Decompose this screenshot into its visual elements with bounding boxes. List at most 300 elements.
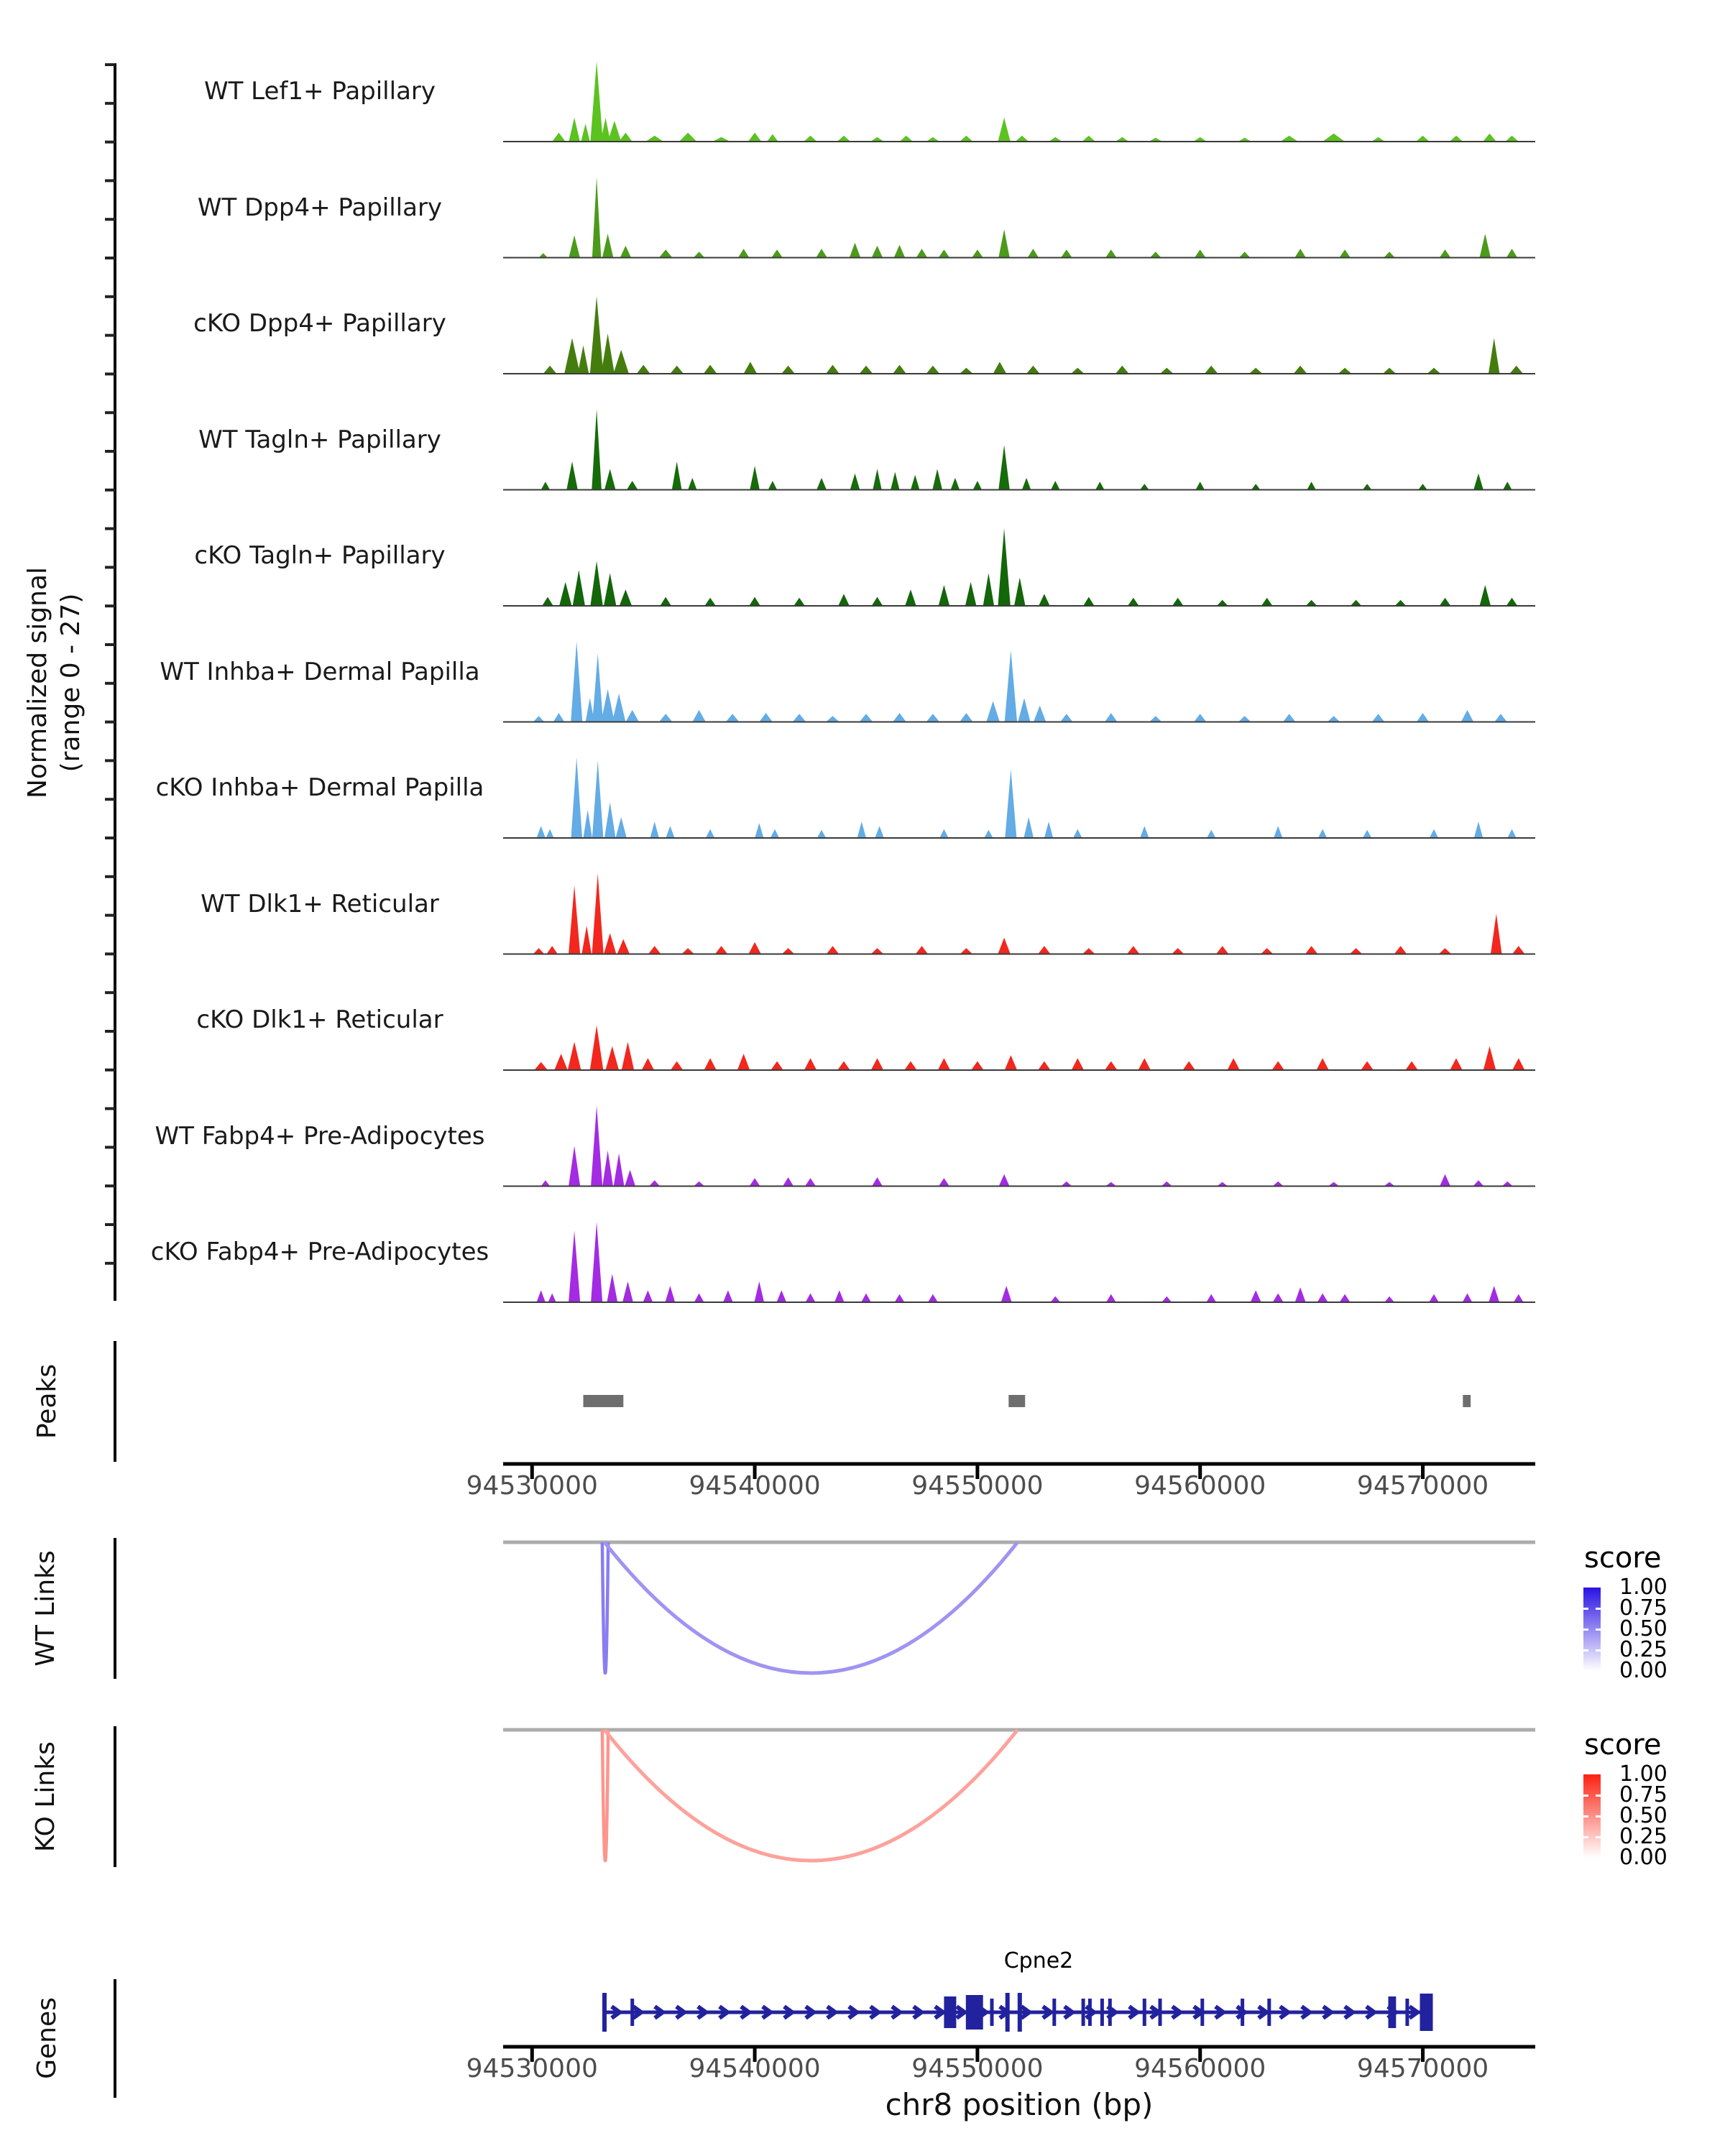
coverage-peak-area bbox=[1480, 234, 1491, 257]
coverage-peak-area bbox=[850, 474, 860, 490]
coverage-peak-area bbox=[546, 946, 558, 954]
legend-bar-tick-icon bbox=[1583, 1628, 1588, 1631]
coverage-peak-area bbox=[581, 124, 589, 142]
coverage-peak-area bbox=[1205, 366, 1218, 374]
gene-exon-tick bbox=[1088, 1999, 1092, 2026]
coverage-peak-area bbox=[900, 136, 914, 142]
coverage-peak-area bbox=[1105, 713, 1117, 722]
gene-exon-tick bbox=[630, 1999, 634, 2026]
coverage-peak-area bbox=[1506, 249, 1518, 257]
coverage-peak-area bbox=[861, 1294, 871, 1302]
coverage-peak-area bbox=[569, 1146, 580, 1187]
coverage-peak-area bbox=[592, 874, 604, 954]
coverage-peak-area bbox=[744, 361, 758, 374]
coverage-peak-area bbox=[1489, 338, 1500, 374]
legend-tick-label: 0.00 bbox=[1619, 1845, 1668, 1870]
legend-bar-tick-icon bbox=[1583, 1795, 1588, 1797]
coverage-peak-area bbox=[1363, 830, 1371, 838]
coverage-peak-area bbox=[534, 1062, 548, 1070]
coverage-peak-area bbox=[620, 589, 632, 606]
legend-bar-tick-icon bbox=[1583, 1608, 1588, 1610]
coverage-peak-area bbox=[1105, 249, 1116, 257]
coverage-peak-area bbox=[1106, 1294, 1116, 1302]
coverage-peak-area bbox=[645, 136, 663, 142]
coverage-peak-area bbox=[602, 1151, 613, 1187]
coverage-peak-area bbox=[1082, 948, 1095, 954]
coverage-peak-area bbox=[591, 1106, 602, 1187]
coverage-peak-area bbox=[960, 948, 972, 954]
coverage-peak-area bbox=[1339, 249, 1351, 257]
coverage-peak-area bbox=[1294, 249, 1306, 257]
coverage-peak-area bbox=[726, 714, 740, 722]
legend-bar-tick-icon bbox=[1583, 1836, 1588, 1838]
coverage-peak-area bbox=[1160, 368, 1174, 374]
coverage-peak-area bbox=[715, 946, 727, 954]
x-axis-label: chr8 position (bp) bbox=[885, 2087, 1154, 2122]
coverage-peak-area bbox=[671, 1061, 683, 1070]
coverage-peak-area bbox=[568, 1042, 581, 1070]
coverage-peak-area bbox=[1494, 714, 1506, 722]
coverage-peak-area bbox=[643, 1290, 653, 1302]
coverage-peak-area bbox=[1394, 946, 1407, 954]
coverage-peak-area bbox=[1418, 484, 1427, 489]
coverage-peak-area bbox=[816, 249, 827, 257]
coverage-peak-area bbox=[1283, 714, 1295, 722]
coverage-peak-area bbox=[554, 1054, 568, 1070]
coverage-peak-area bbox=[1484, 1046, 1496, 1070]
coverage-peak-area bbox=[749, 597, 760, 606]
coverage-peak-area bbox=[1509, 366, 1523, 374]
coverage-peak-area bbox=[1016, 136, 1029, 142]
coverage-peak-area bbox=[738, 249, 749, 257]
coverage-peak-area bbox=[755, 1281, 765, 1302]
coverage-peak-area bbox=[1162, 1296, 1172, 1302]
genes-section-label: Genes bbox=[32, 1997, 62, 2079]
coverage-peak-area bbox=[1305, 946, 1317, 954]
coverage-peak-area bbox=[553, 713, 565, 722]
coverage-peak-area bbox=[1051, 1296, 1061, 1302]
coverage-peak-area bbox=[893, 365, 906, 374]
coverage-peak-area bbox=[566, 461, 578, 489]
gene-exon-tick bbox=[1241, 1999, 1244, 2026]
coverage-peak-area bbox=[939, 249, 950, 257]
peak-interval bbox=[584, 1395, 624, 1407]
coverage-peak-area bbox=[759, 713, 773, 722]
coverage-peak-area bbox=[837, 136, 851, 142]
coverage-peak-area bbox=[971, 1061, 983, 1070]
coverage-track-label: WT Dlk1+ Reticular bbox=[201, 889, 439, 918]
coverage-peak-area bbox=[569, 235, 580, 257]
coverage-peak-area bbox=[737, 1054, 750, 1070]
coverage-peak-area bbox=[1439, 948, 1451, 954]
gene-exon-tick bbox=[990, 1999, 994, 2026]
gene-exon-tick-tall bbox=[1018, 1993, 1022, 2032]
coverage-peak-area bbox=[1061, 249, 1072, 257]
coverage-peak-area bbox=[875, 826, 883, 838]
coverage-peak-area bbox=[619, 133, 632, 142]
coverage-peak-area bbox=[998, 118, 1010, 142]
coverage-peak-area bbox=[1361, 1061, 1373, 1070]
coverage-peak-area bbox=[1022, 478, 1031, 490]
coverage-peak-area bbox=[541, 482, 550, 489]
coverage-peak-area bbox=[694, 1294, 704, 1302]
coverage-peak-area bbox=[1127, 946, 1139, 954]
coverage-peak-area bbox=[806, 1294, 816, 1302]
coverage-peak-area bbox=[1474, 821, 1483, 838]
coverage-peak-area bbox=[1505, 136, 1519, 142]
coverage-peak-area bbox=[552, 133, 566, 142]
coverage-peak-area bbox=[1071, 368, 1085, 374]
coverage-peak-area bbox=[1038, 946, 1050, 954]
coverage-peak-area bbox=[872, 1177, 883, 1186]
coverage-peak-area bbox=[1172, 598, 1184, 606]
coverage-peak-area bbox=[1280, 136, 1298, 142]
coverage-peak-area bbox=[533, 716, 545, 722]
coverage-peak-area bbox=[1338, 368, 1352, 374]
coverage-peak-area bbox=[748, 133, 762, 142]
coverage-peak-area bbox=[548, 1294, 556, 1302]
coverage-peak-area bbox=[660, 597, 671, 606]
coverage-peak-area bbox=[1416, 136, 1430, 142]
coverage-peak-area bbox=[1372, 714, 1384, 722]
coverage-peak-area bbox=[1328, 716, 1340, 722]
coverage-peak-area bbox=[1239, 252, 1251, 257]
coverage-peak-area bbox=[916, 249, 928, 257]
coverage-peak-area bbox=[613, 350, 629, 374]
legend-tick-label: 0.75 bbox=[1619, 1595, 1668, 1621]
coverage-peak-area bbox=[1384, 252, 1395, 257]
coverage-peak-area bbox=[601, 333, 615, 374]
coverage-peak-area bbox=[1005, 1055, 1017, 1070]
gene-exon-tick bbox=[1108, 1999, 1112, 2026]
coverage-peak-area bbox=[1503, 482, 1512, 489]
coverage-peak-area bbox=[704, 598, 716, 606]
coverage-peak-area bbox=[1105, 1061, 1117, 1070]
genome-axis-tick-label: 94570000 bbox=[1356, 1471, 1489, 1501]
coverage-peak-area bbox=[850, 243, 861, 258]
gene-exon-box bbox=[966, 1995, 983, 2030]
coverage-peak-area bbox=[755, 823, 763, 838]
coverage-peak-area bbox=[926, 714, 940, 722]
coverage-peak-area bbox=[1294, 366, 1307, 374]
coverage-peak-area bbox=[1317, 1058, 1329, 1070]
coverage-peak-area bbox=[1512, 1058, 1524, 1070]
coverage-peak-area bbox=[817, 830, 826, 838]
coverage-peak-area bbox=[972, 249, 983, 257]
legend-bar-tick-icon bbox=[1596, 1815, 1601, 1818]
coverage-peak-area bbox=[998, 229, 1010, 257]
gene-exon-tick-tall bbox=[602, 1993, 607, 2032]
coverage-peak-area bbox=[592, 760, 604, 838]
gene-exon-tick-tall bbox=[1006, 1993, 1010, 2032]
coverage-peak-area bbox=[895, 1294, 905, 1302]
coverage-peak-area bbox=[767, 134, 778, 142]
coverage-peak-area bbox=[543, 366, 557, 374]
coverage-peak-area bbox=[770, 1061, 783, 1070]
coverage-peak-area bbox=[650, 821, 659, 838]
coverage-peak-area bbox=[816, 478, 827, 490]
coverage-peak-area bbox=[873, 469, 881, 490]
gene-exon-tick bbox=[1267, 1999, 1271, 2026]
coverage-peak-area bbox=[670, 366, 684, 374]
genome-axis-tick-label: 94560000 bbox=[1134, 2054, 1266, 2083]
coverage-peak-area bbox=[1351, 600, 1361, 606]
gene-exon-box bbox=[1389, 1996, 1397, 2028]
coverage-peak-area bbox=[1440, 598, 1451, 606]
coverage-peak-area bbox=[1322, 134, 1345, 142]
coverage-peak-area bbox=[960, 136, 973, 142]
coverage-peak-area bbox=[625, 1170, 635, 1187]
coverage-peak-area bbox=[926, 366, 940, 374]
coverage-peak-area bbox=[1272, 1061, 1284, 1070]
coverage-peak-area bbox=[1383, 368, 1397, 374]
coverage-peak-area bbox=[748, 942, 760, 954]
coverage-track-label: WT Dpp4+ Papillary bbox=[197, 193, 443, 222]
coverage-peak-area bbox=[1005, 770, 1016, 838]
gene-exon-box bbox=[1420, 1994, 1433, 2031]
signal-axis-title-line1: Normalized signal bbox=[23, 566, 52, 799]
coverage-track-label: cKO Tagln+ Papillary bbox=[194, 541, 446, 570]
coverage-peak-area bbox=[648, 946, 661, 954]
coverage-peak-area bbox=[592, 410, 602, 490]
coverage-peak-area bbox=[1463, 1294, 1473, 1302]
coverage-peak-area bbox=[622, 1042, 634, 1070]
coverage-peak-area bbox=[998, 938, 1010, 954]
coverage-peak-area bbox=[1140, 826, 1149, 838]
coverage-peak-area bbox=[569, 885, 580, 954]
coverage-track-label: WT Lef1+ Papillary bbox=[203, 77, 436, 106]
gene-exon-box bbox=[944, 1996, 956, 2028]
coverage-peak-area bbox=[584, 810, 592, 838]
coverage-peak-area bbox=[999, 1174, 1010, 1187]
coverage-peak-area bbox=[1473, 1180, 1484, 1186]
coverage-peak-area bbox=[1491, 914, 1502, 954]
coverage-peak-area bbox=[704, 365, 717, 374]
coverage-peak-area bbox=[1060, 714, 1072, 722]
coverage-peak-area bbox=[928, 1294, 938, 1302]
coverage-peak-area bbox=[1384, 1296, 1394, 1302]
coverage-peak-area bbox=[837, 1061, 850, 1070]
coverage-peak-area bbox=[612, 694, 626, 722]
coverage-peak-area bbox=[578, 346, 589, 374]
coverage-peak-area bbox=[564, 338, 580, 374]
genome-axis-tick-label: 94540000 bbox=[689, 1471, 821, 1501]
coverage-peak-area bbox=[590, 561, 602, 606]
coverage-peak-area bbox=[591, 1222, 602, 1302]
coverage-peak-area bbox=[1249, 368, 1263, 374]
gene-exon-tick bbox=[1100, 1999, 1104, 2026]
genome-axis-tick-label: 94560000 bbox=[1134, 1471, 1266, 1501]
coverage-peak-area bbox=[1044, 821, 1053, 838]
coverage-peak-area bbox=[672, 461, 682, 489]
coverage-peak-area bbox=[571, 642, 582, 722]
coverage-peak-area bbox=[872, 246, 883, 258]
coverage-peak-area bbox=[965, 582, 977, 606]
coverage-peak-area bbox=[666, 1286, 676, 1302]
coverage-peak-area bbox=[939, 585, 950, 606]
legend-tick-label: 0.50 bbox=[1619, 1803, 1668, 1828]
coverage-peak-area bbox=[1095, 482, 1104, 489]
coverage-peak-area bbox=[604, 802, 616, 838]
legend-bar-tick-icon bbox=[1596, 1836, 1601, 1838]
coverage-peak-area bbox=[1206, 1294, 1216, 1302]
coverage-peak-area bbox=[637, 365, 650, 374]
coverage-peak-area bbox=[1489, 1286, 1499, 1302]
coverage-peak-area bbox=[614, 1153, 625, 1187]
coverage-peak-area bbox=[1317, 1294, 1328, 1302]
coverage-peak-area bbox=[794, 598, 805, 606]
legend-bar-tick-icon bbox=[1596, 1795, 1601, 1797]
coverage-peak-area bbox=[1295, 1287, 1306, 1302]
coverage-peak-area bbox=[1024, 817, 1034, 838]
coverage-peak-area bbox=[1417, 713, 1429, 722]
coverage-peak-area bbox=[1506, 598, 1518, 606]
coverage-peak-area bbox=[1194, 714, 1206, 722]
coverage-peak-area bbox=[793, 714, 806, 722]
coverage-peak-area bbox=[608, 121, 622, 142]
coverage-peak-area bbox=[1274, 826, 1282, 838]
coverage-peak-area bbox=[573, 570, 585, 606]
gene-exon-tick bbox=[1159, 1999, 1162, 2026]
coverage-peak-area bbox=[983, 573, 994, 606]
peak-interval bbox=[1463, 1395, 1471, 1407]
coverage-peak-area bbox=[1183, 1061, 1195, 1070]
coverage-peak-area bbox=[960, 713, 973, 722]
gene-name-label: Cpne2 bbox=[1003, 1948, 1074, 1973]
coverage-track-label: cKO Dpp4+ Papillary bbox=[193, 309, 446, 338]
coverage-peak-area bbox=[1195, 249, 1206, 257]
coverage-peak-area bbox=[986, 701, 1000, 722]
coverage-peak-area bbox=[893, 713, 906, 722]
coverage-peak-area bbox=[1073, 829, 1082, 838]
coverage-peak-area bbox=[860, 714, 873, 722]
legend-tick-label: 0.25 bbox=[1619, 1637, 1668, 1662]
coverage-peak-area bbox=[1217, 600, 1228, 606]
coverage-peak-area bbox=[569, 1230, 580, 1302]
coverage-peak-area bbox=[627, 481, 638, 489]
coverage-peak-area bbox=[770, 829, 779, 838]
coverage-peak-area bbox=[1340, 1294, 1351, 1302]
coverage-peak-area bbox=[1261, 598, 1273, 606]
coverage-peak-area bbox=[541, 1180, 550, 1186]
coverage-peak-area bbox=[1507, 829, 1516, 838]
coverage-peak-area bbox=[1150, 252, 1162, 257]
gene-exon-tick bbox=[1082, 1999, 1085, 2026]
ko-link-arc bbox=[604, 1730, 1018, 1861]
coverage-peak-area bbox=[616, 817, 627, 838]
coverage-peak-area bbox=[904, 1061, 916, 1070]
legend-bar-tick-icon bbox=[1583, 1815, 1588, 1818]
genome-axis-tick-label: 94550000 bbox=[911, 1471, 1044, 1501]
coverage-peak-area bbox=[857, 821, 866, 838]
coverage-peak-area bbox=[1450, 1058, 1462, 1070]
coverage-peak-area bbox=[569, 118, 580, 142]
coverage-peak-area bbox=[533, 948, 545, 954]
legend-bar-tick-icon bbox=[1596, 1608, 1601, 1610]
legend-tick-label: 0.25 bbox=[1619, 1824, 1668, 1849]
coverage-peak-area bbox=[1440, 249, 1451, 257]
coverage-peak-area bbox=[571, 757, 583, 838]
genome-axis-tick-label: 94540000 bbox=[689, 2054, 821, 2083]
coverage-peak-area bbox=[694, 252, 705, 257]
legend-bar-tick-icon bbox=[1583, 1649, 1588, 1651]
gene-exon-tick bbox=[1052, 1999, 1056, 2026]
coverage-peak-area bbox=[1440, 1174, 1450, 1187]
coverage-peak-area bbox=[1005, 650, 1017, 722]
coverage-peak-area bbox=[1251, 1290, 1261, 1302]
coverage-peak-area bbox=[604, 469, 616, 490]
peak-interval bbox=[1008, 1395, 1025, 1407]
coverage-peak-area bbox=[601, 689, 615, 722]
wt-links-section-label: WT Links bbox=[31, 1550, 60, 1667]
coverage-peak-area bbox=[1395, 600, 1407, 606]
legend-bar-tick-icon bbox=[1596, 1649, 1601, 1651]
coverage-peak-area bbox=[951, 478, 960, 490]
coverage-peak-area bbox=[871, 1058, 883, 1070]
coverage-peak-area bbox=[1228, 1058, 1240, 1070]
coverage-peak-area bbox=[1001, 1286, 1012, 1302]
legend-tick-label: 1.00 bbox=[1619, 1761, 1668, 1787]
coverage-peak-area bbox=[1028, 249, 1039, 257]
coverage-peak-area bbox=[625, 710, 639, 722]
genome-axis-tick-label: 94530000 bbox=[466, 1471, 598, 1501]
coverage-peak-area bbox=[1140, 484, 1149, 489]
coverage-peak-area bbox=[537, 1290, 546, 1302]
coverage-peak-area bbox=[834, 1290, 845, 1302]
coverage-track-label: cKO Dlk1+ Reticular bbox=[196, 1005, 443, 1034]
coverage-peak-area bbox=[1512, 946, 1524, 954]
coverage-peak-area bbox=[973, 481, 982, 489]
coverage-peak-area bbox=[860, 366, 873, 374]
coverage-peak-area bbox=[1207, 830, 1215, 838]
coverage-peak-area bbox=[1251, 484, 1260, 489]
coverage-peak-area bbox=[620, 246, 631, 258]
coverage-peak-area bbox=[1051, 481, 1059, 489]
coverage-peak-area bbox=[939, 1178, 949, 1186]
coverage-peak-area bbox=[607, 1274, 617, 1302]
coverage-peak-area bbox=[1026, 366, 1040, 374]
coverage-peak-area bbox=[688, 478, 696, 490]
legend-bar-tick-icon bbox=[1596, 1628, 1601, 1631]
coverage-peak-area bbox=[916, 946, 928, 954]
coverage-peak-area bbox=[1083, 597, 1095, 606]
coverage-peak-area bbox=[905, 589, 916, 606]
coverage-peak-area bbox=[723, 1290, 733, 1302]
wt-link-arc bbox=[604, 1542, 1018, 1673]
coverage-peak-area bbox=[1480, 585, 1491, 606]
coverage-peak-area bbox=[602, 234, 614, 257]
coverage-peak-area bbox=[938, 1058, 950, 1070]
coverage-peak-area bbox=[872, 597, 883, 606]
coverage-peak-area bbox=[604, 573, 616, 606]
coverage-peak-area bbox=[1196, 482, 1205, 489]
coverage-peak-area bbox=[622, 1281, 633, 1302]
coverage-peak-area bbox=[537, 826, 546, 838]
coverage-peak-area bbox=[1430, 829, 1438, 838]
coverage-peak-area bbox=[590, 61, 602, 142]
coverage-peak-area bbox=[894, 245, 906, 258]
coverage-peak-area bbox=[805, 1178, 816, 1186]
coverage-peak-area bbox=[1306, 600, 1317, 606]
coverage-peak-area bbox=[1450, 136, 1463, 142]
coverage-peak-area bbox=[771, 249, 783, 257]
coverage-peak-area bbox=[1473, 474, 1484, 490]
coverage-peak-area bbox=[1350, 948, 1362, 954]
coverage-peak-area bbox=[1427, 368, 1441, 374]
coverage-peak-area bbox=[1363, 484, 1371, 489]
coverage-track-label: WT Fabp4+ Pre-Adipocytes bbox=[155, 1121, 485, 1151]
coverage-peak-area bbox=[590, 1026, 604, 1070]
